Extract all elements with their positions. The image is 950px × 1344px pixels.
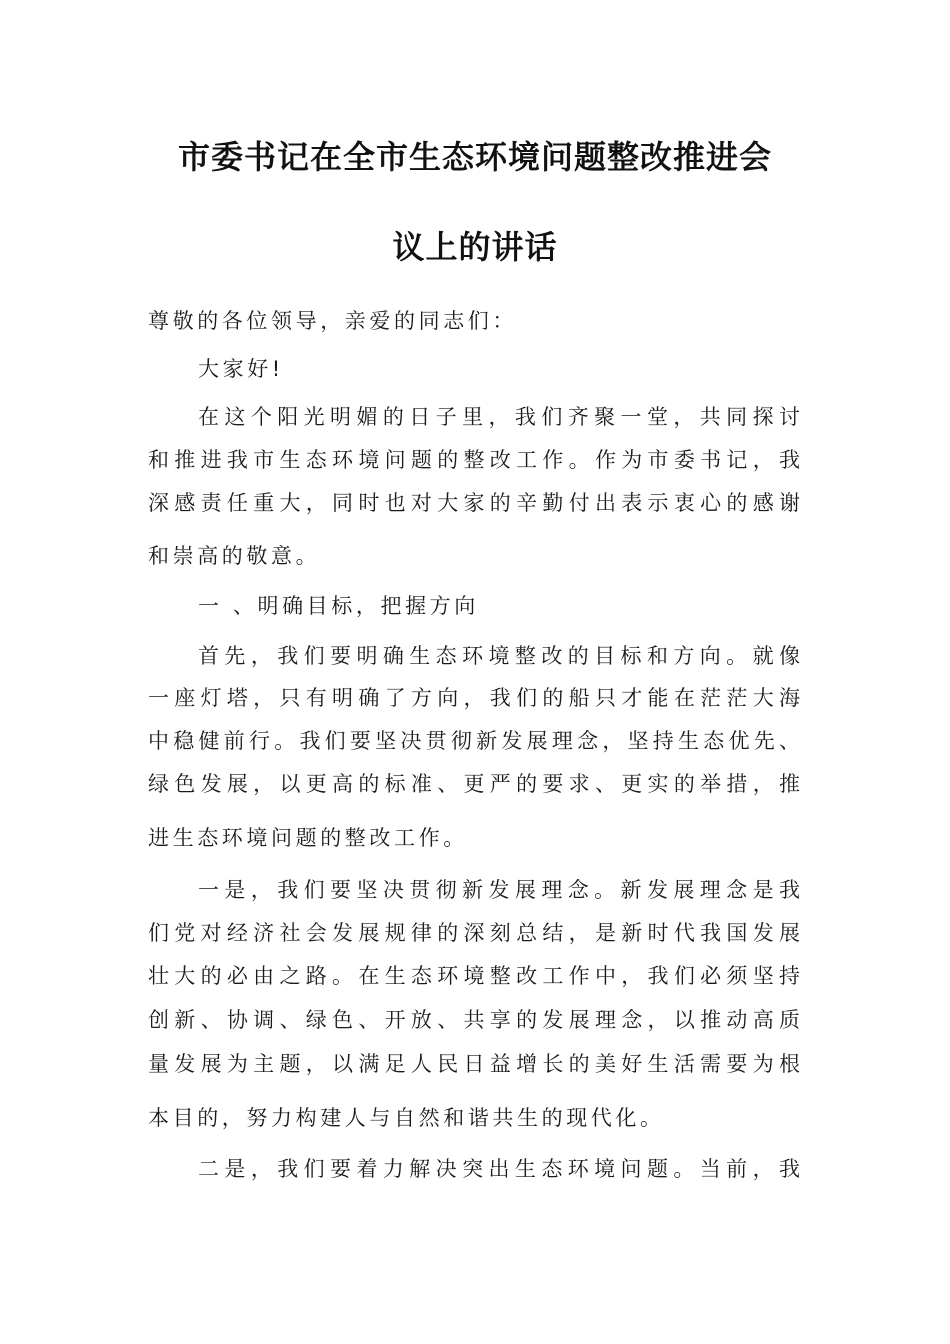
document-title-line-2: 议上的讲话 bbox=[392, 228, 558, 266]
paragraph-2-line: 一座灯塔，只有明确了方向，我们的船只才能在茫茫大海 bbox=[148, 686, 800, 710]
paragraph-3-line: 量发展为主题，以满足人民日益增长的美好生活需要为根 bbox=[148, 1052, 800, 1076]
paragraph-1-line: 在这个阳光明媚的日子里，我们齐聚一堂，共同探讨 bbox=[198, 405, 800, 429]
paragraph-2-line: 绿色发展，以更高的标准、更严的要求、更实的举措，推 bbox=[148, 772, 800, 796]
paragraph-1-line: 深感责任重大，同时也对大家的辛勤付出表示衷心的感谢 bbox=[148, 491, 800, 515]
greeting: 大家好! bbox=[198, 357, 284, 381]
paragraph-1-line: 和崇高的敬意。 bbox=[148, 544, 321, 568]
paragraph-2-line: 中稳健前行。我们要坚决贯彻新发展理念，坚持生态优先、 bbox=[148, 729, 800, 753]
paragraph-1-line: 和推进我市生态环境问题的整改工作。作为市委书记，我 bbox=[148, 448, 800, 472]
paragraph-3-line: 创新、协调、绿色、开放、共享的发展理念，以推动高质 bbox=[148, 1008, 800, 1032]
paragraph-3-line: 一是，我们要坚决贯彻新发展理念。新发展理念是我 bbox=[198, 878, 800, 902]
paragraph-2-line: 首先，我们要明确生态环境整改的目标和方向。就像 bbox=[198, 644, 800, 668]
paragraph-4-line: 二是，我们要着力解决突出生态环境问题。当前，我 bbox=[198, 1157, 800, 1181]
paragraph-2-line: 进生态环境问题的整改工作。 bbox=[148, 826, 468, 850]
document-title-line-1: 市委书记在全市生态环境问题整改推进会 bbox=[177, 138, 772, 176]
paragraph-3-line: 本目的，努力构建人与自然和谐共生的现代化。 bbox=[148, 1106, 665, 1130]
salutation: 尊敬的各位领导，亲爱的同志们： bbox=[148, 309, 517, 333]
paragraph-3-line: 们党对经济社会发展规律的深刻总结，是新时代我国发展 bbox=[148, 921, 800, 945]
section-heading: 一 、明确目标，把握方向 bbox=[198, 594, 479, 618]
paragraph-3-line: 壮大的必由之路。在生态环境整改工作中，我们必须坚持 bbox=[148, 964, 800, 988]
